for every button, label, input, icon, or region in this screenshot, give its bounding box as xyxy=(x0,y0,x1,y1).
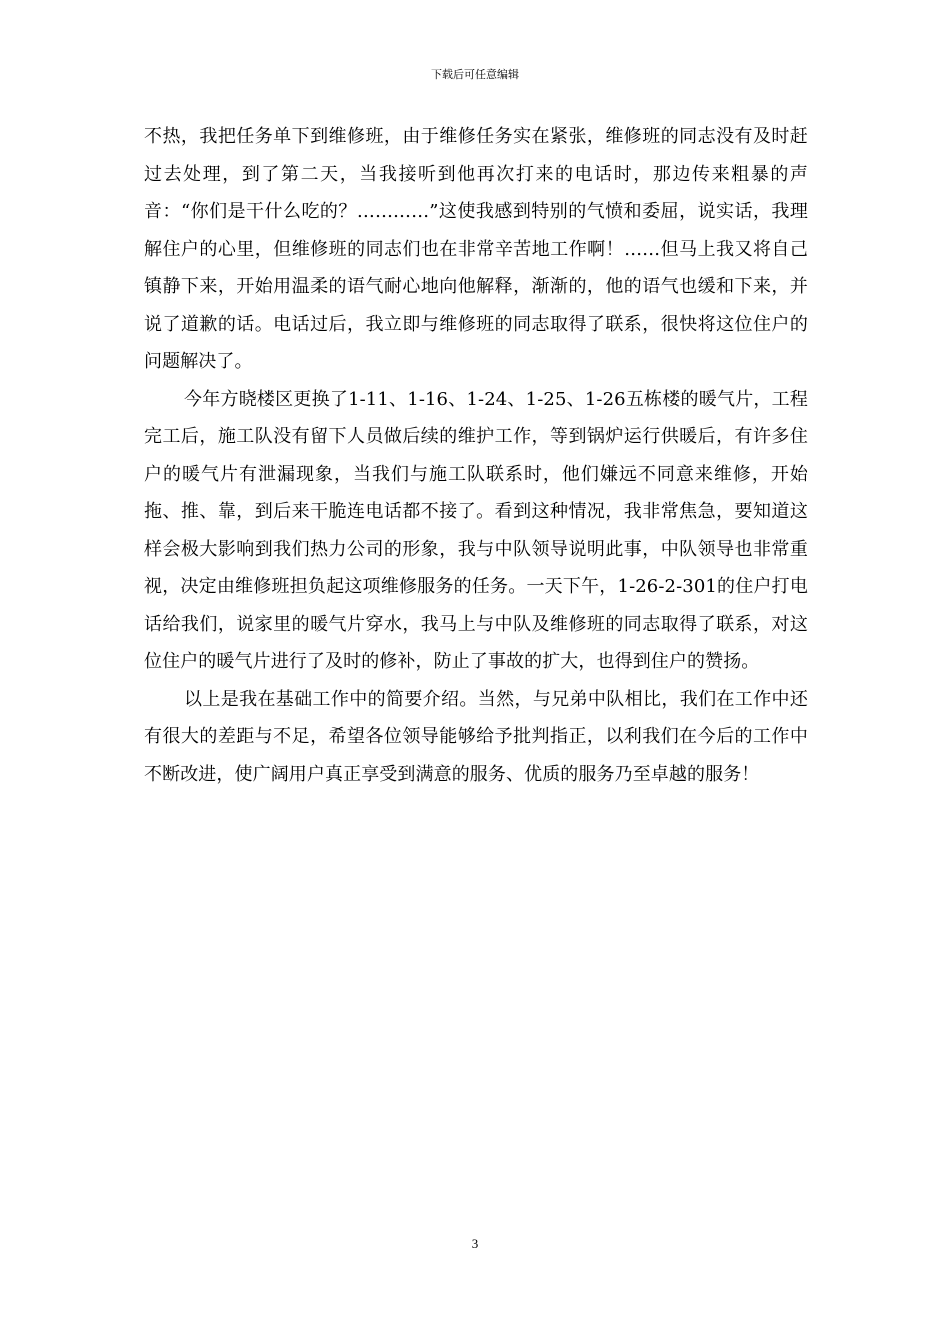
page-number: 3 xyxy=(471,1236,479,1251)
document-body xyxy=(144,118,808,793)
paragraph-continuation: 不热，我把任务单下到维修班，由于维修任务实在紧张，维修班的同志没有及时赶过去处理，到了第二天，当我接听到他再次打来的电话时，那边传来粗暴的声音：“你们是干什么吃的？…………”这使我感到特别的气愤和委屈，说实话，我理解住户的心里，但维修班的同志们也在非常辛苦地工作啊！……但马上我又将自己镇静下来，开始用温柔的语气耐心地向他解释，渐渐的，他的语气也缓和下来，并说了道歉的话。电话过后，我立即与维修班的同志取得了联系，很快将这位住户的问题解决了。 xyxy=(144,126,808,372)
paragraph-conclusion: 以上是我在基础工作中的简要介绍。当然，与兄弟中队相比，我们在工作中还有很大的差距与不足，希望各位领导能够给予批判指正，以利我们在今后的工作中不断改进，使广阔用户真正享受到满意的服务、优质的服务乃至卓越的服务！ xyxy=(144,688,808,785)
page-header: 下载后可任意编辑 xyxy=(431,68,519,81)
paragraph-radiator-replacement: 今年方晓楼区更换了1-11、1-16、1-24、1-25、1-26五栋楼的暖气片，工程完工后，施工队没有留下人员做后续的维护工作，等到锅炉运行供暖后，有许多住户的暖气片有泄漏现象，当我们与施工队联系时，他们嫌远不同意来维修，开始拖、推、靠，到后来干脆连电话都不接了。看到这种情况，我非常焦急，要知道这样会极大影响到我们热力公司的形象，我与中队领导说明此事，中队领导也非常重视，决定由维修班担负起这项维修服务的任务。一天下午，1-26-2-301的住户打电话给我们，说家里的暖气片穿水，我马上与中队及维修班的同志取得了联系，对这位住户的暖气片进行了及时的修补，防止了事故的扩大，也得到住户的赞扬。 xyxy=(144,388,808,672)
